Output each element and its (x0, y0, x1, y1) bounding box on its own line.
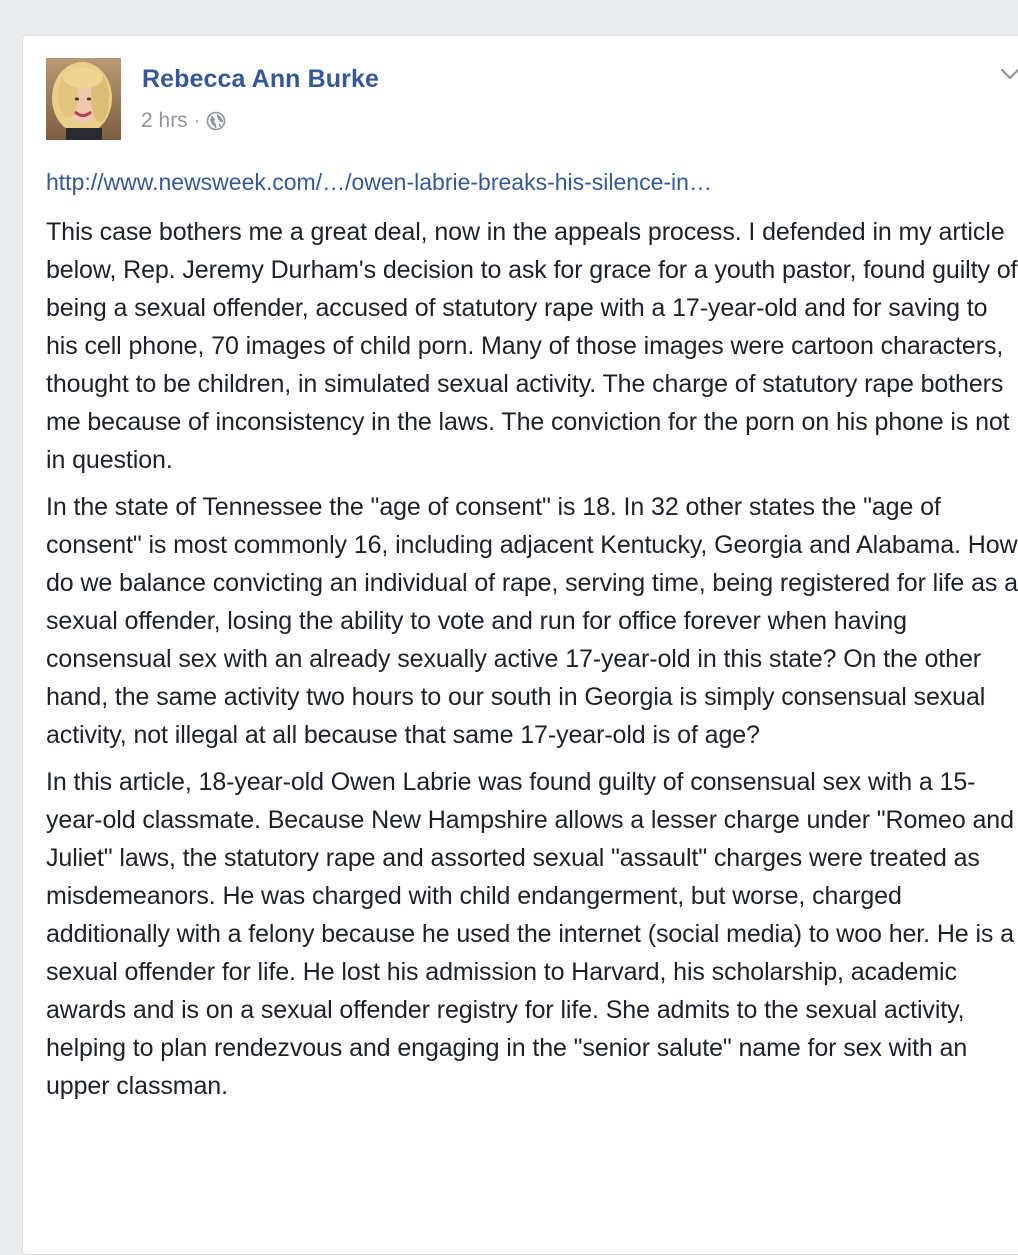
post-card (22, 35, 1018, 1255)
post-paragraph: In this article, 18-year-old Owen Labrie was found guilty of consensual sex with a 15-year-old classmate. Because New Hampshire allows a lesser charge under "Romeo and Juliet" laws, the statutory rape and assorted sexual "assault" charges were treated as misdemeanors. He was charged with child endangerment, but worse, charged additionally with a felony because he used the internet (social media) to woo her. He is a sexual offender for life. He lost his admission to Harvard, his scholarship, academic awards and is on a sexual offender registry for life. She admits to the sexual activity, helping to plan rendezvous and engaging in the "senior salute" name for sex with an upper classman. (46, 768, 1014, 1100)
post-paragraph: This case bothers me a great deal, now in the appeals process. I defended in my article below, Rep. Jeremy Durham's decision to ask for grace for a youth pastor, found guilty of being a sexual offender, accused of statutory rape with a 17-year-old and for saving to his cell phone, 70 images of child porn. Many of those images were cartoon characters, thought to be children, in simulated sexual activity. The charge of statutory rape bothers me because of inconsistency in the laws. The conviction for the porn on his phone is not in question. (46, 218, 1018, 474)
avatar-photo (46, 58, 121, 140)
post-body (46, 213, 1018, 1114)
meta-separator: · (193, 109, 201, 132)
globe-icon[interactable] (206, 111, 226, 131)
post-timestamp[interactable]: 2 hrs (141, 109, 188, 132)
post-paragraph: In the state of Tennessee the "age of consent" is 18. In 32 other states the "age of consent" is most commonly 16, including adjacent Kentucky, Georgia and Alabama. How do we balance convicting an individual of rape, serving time, being registered for life as a sexual offender, losing the ability to vote and run for office forever when having consensual sex with an already sexually active 17-year-old in this state? On the other hand, the same activity two hours to our south in Georgia is simply consensual sexual activity, not illegal at all because that same 17-year-old is of age? (46, 493, 1018, 749)
post-meta (141, 108, 226, 134)
author-name[interactable]: Rebecca Ann Burke (142, 65, 379, 93)
post-link[interactable]: http://www.newsweek.com/…/owen-labrie-breaks-his-silence-in… (46, 169, 712, 195)
chevron-down-icon[interactable] (999, 66, 1018, 82)
avatar[interactable] (46, 58, 121, 140)
